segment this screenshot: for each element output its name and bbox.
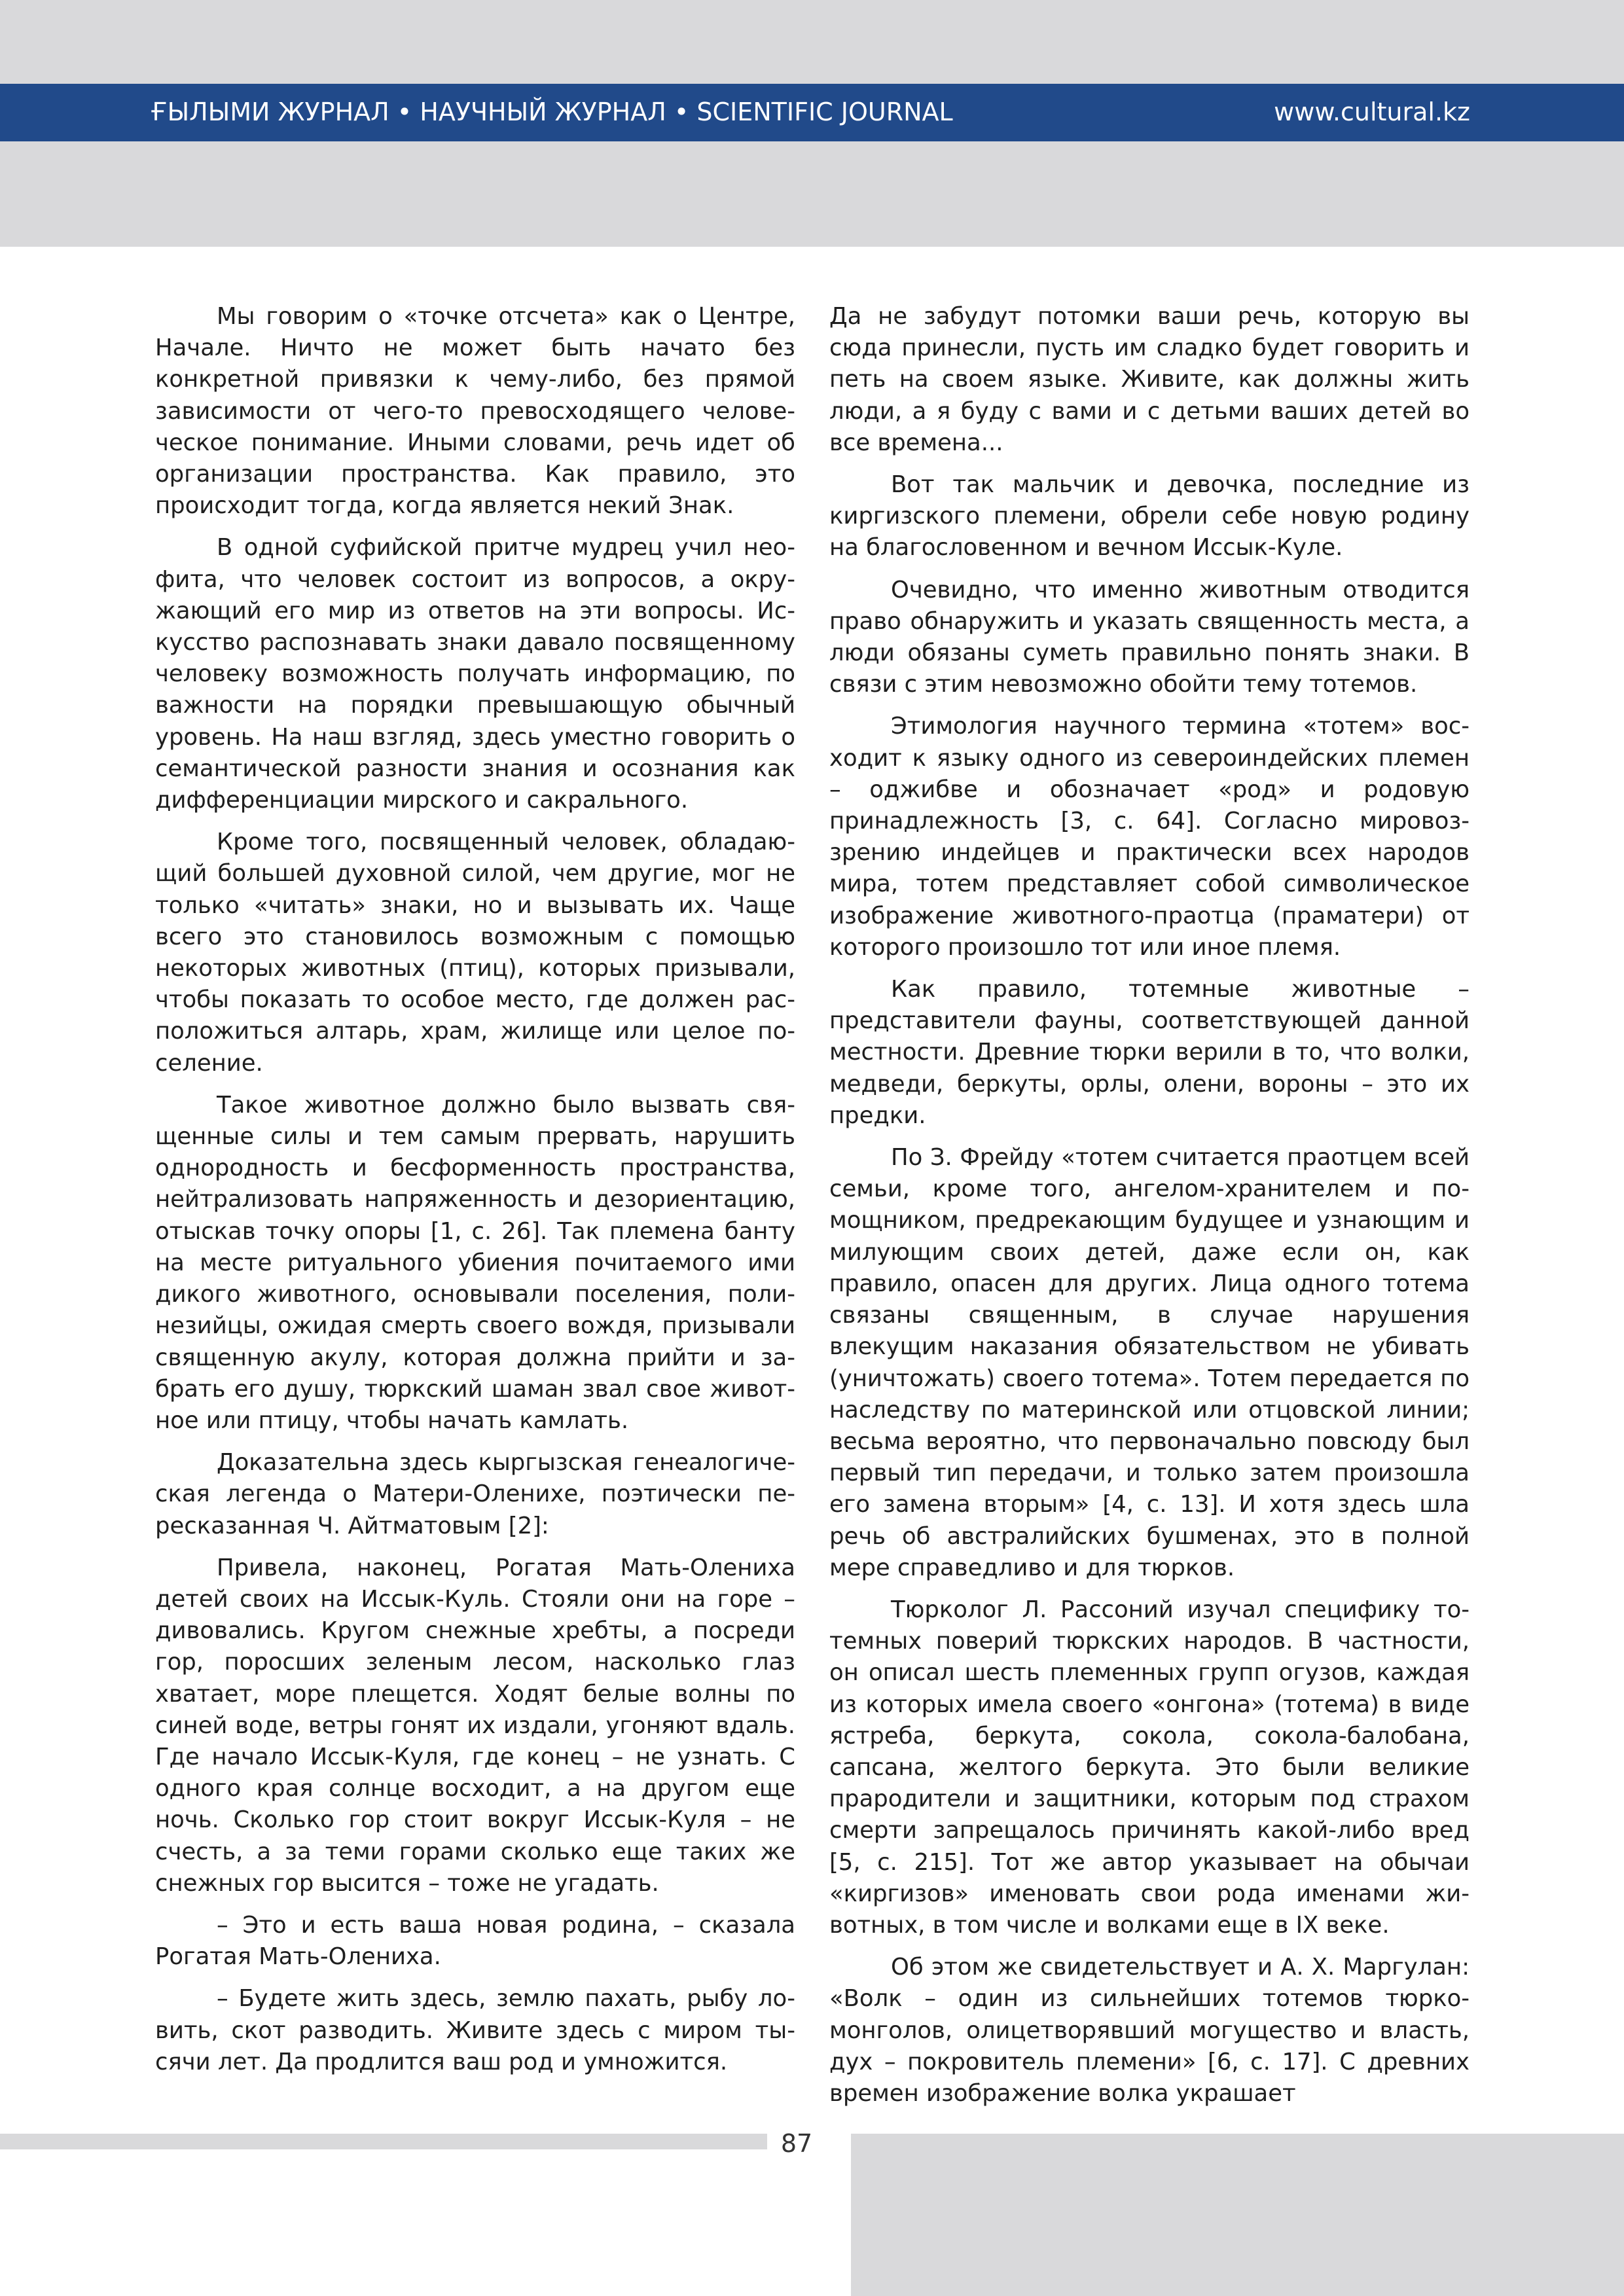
paragraph: Как правило, тотемные животные – представители фауны, соответствующей данной местности. Древние тюрки верили в то, что волки, медведи, беркуты, орлы, олени, вороны – это их предки. bbox=[829, 976, 1470, 1129]
legend-quote-paragraph: – Будете жить здесь, землю пахать, рыбу ловить, скот разводить. Живите здесь с миром тысячи лет. Да продлится ваш род и умножится. bbox=[155, 1985, 795, 2075]
footer-rule bbox=[0, 2134, 767, 2149]
paragraph: Вот так мальчик и девочка, последние из киргизского племени, обрели себе новую родину на благословенном и вечном Иссык-Куле. bbox=[829, 471, 1470, 562]
journal-title: ҒЫЛЫМИ ЖУРНАЛ • НАУЧНЫЙ ЖУРНАЛ • SCIENTIFIC JOURNAL bbox=[151, 98, 953, 126]
paragraph: Мы говорим о «точке отсчета» как о Центре, Начале. Ничто не может быть начато без конкретной привязки к чему-либо, без прямой зависимости от чего-то превосходящего человеческое понимание. Иными словами, речь идет об организации пространства. Как правило, это происходит тогда, когда является некий Знак. bbox=[155, 303, 795, 520]
paragraph: Доказательна здесь кыргызская генеалогическая легенда о Матери-Оленихе, поэтически пересказанная Ч. Айтматовым [2]: bbox=[155, 1449, 795, 1539]
journal-website-link[interactable]: www.cultural.kz bbox=[1274, 98, 1470, 126]
right-text-column bbox=[829, 301, 1470, 2120]
paragraph: Этимология научного термина «тотем» восходит к языку одного из североиндейских племен – оджибве и обозначает «род» и родовую принадлежность [3, с. 64]. Согласно мировоззрению индейцев и практически всех народов мира, тотем представляет собой символическое изображение животного-праотца (праматери) от которого произошло тот или иное племя. bbox=[829, 713, 1470, 961]
legend-quote-paragraph: Привела, наконец, Рогатая Мать-Олениха детей своих на Иссык-Куль. Стояли они на горе – дивовались. Кругом снежные хребты, а посреди гор, поросших зеленым лесом, насколько глаз хватает, море плещется. Ходят белые волны по синей воде, ветры гонят их издали, угоняют вдаль. Где начало Иссык-Куля, где конец – не узнать. С одного края солнце восходит, а на другом еще ночь. Сколько гор стоит вокруг Иссык-Куля – не счесть, а за теми горами сколько еще таких же снежных гор высится – тоже не угадать. bbox=[155, 1554, 795, 1897]
paragraph: Кроме того, посвященный человек, обладающий большей духовной силой, чем другие, мог не только «читать» знаки, но и вызывать их. Чаще всего это становилось возможным с помощью некоторых животных (птиц), которых призывали, чтобы показать то особое место, где должен расположиться алтарь, храм, жилище или целое поселение. bbox=[155, 829, 795, 1077]
legend-quote-continuation: Да не забудут потомки ваши речь, которую вы сюда принесли, пусть им сладко будет говорить и петь на своем языке. Живите, как должны жить люди, а я буду с вами и с детьми ваших детей во все времена... bbox=[829, 303, 1470, 456]
page-number: 87 bbox=[780, 2129, 813, 2158]
paragraph: Очевидно, что именно животным отводится право обнаружить и указать священность места, а люди обязаны суметь правильно понять знаки. В связи с этим невозможно обойти тему тотемов. bbox=[829, 576, 1470, 698]
paragraph: Такое животное должно было вызвать священные силы и тем самым прервать, нарушить однородность и бесформенность пространства, нейтрализовать напряженность и дезориентацию, отыскав точку опоры [1, с. 26]. Так племена банту на месте ритуального убиения почитаемого ими дикого животного, основывали поселения, полинезийцы, ожидая смерть своего вождя, призывали священную акулу, которая должна прийти и забрать его душу, тюркский шаман звал свое животное или птицу, чтобы начать камлать. bbox=[155, 1091, 795, 1434]
paragraph: Тюрколог Л. Рассоний изучал специфику тотемных поверий тюркских народов. В частности, он описал шесть племенных групп огузов, каждая из которых имела своего «онгона» (тотема) в виде ястреба, беркута, сокола, сокола-балобана, сапсана, желтого беркута. Это были великие прародители и защитники, которым под страхом смерти запрещалось причинять какой-либо вред [5, с. 215]. Тот же автор указывает на обычаи «киргизов» именовать свои рода именами животных, в том числе и волками еще в IX веке. bbox=[829, 1596, 1470, 1939]
paragraph: По З. Фрейду «тотем считается праотцем всей семьи, кроме того, ангелом-хранителем и помощником, предрекающим будущее и узнающим и милующим своих детей, даже если он, как правило, опасен для других. Лица одного тотема связаны священным, в случае нарушения влекущим наказания обязательством не убивать (уничтожать) своего тотема». Тотем передается по наследству по материнской или отцовской линии; весьма вероятно, что первоначально повсюду был первый тип передачи, и только затем произошла его замена вторым» [4, с. 13]. И хотя здесь шла речь об австралийских бушменах, это в полной мере справедливо и для тюрков. bbox=[829, 1144, 1470, 1581]
footer-gray-block bbox=[851, 2134, 1624, 2296]
paragraph: Об этом же свидетельствует и А. Х. Маргулан: «Волк – один из сильнейших тотемов тюрко-монголов, олицетворявший могущество и власть, дух – покровитель племени» [6, с. 17]. С древних времен изображение волка украшает bbox=[829, 1954, 1470, 2107]
paragraph: В одной суфийской притче мудрец учил неофита, что человек состоит из вопросов, а окружающий его мир из ответов на эти вопросы. Искусство распознавать знаки давало посвященному человеку возможность получать информацию, по важности на порядки превышающую обычный уровень. На наш взгляд, здесь уместно говорить о семантической разности знания и осознания как дифференциации мирского и сакрального. bbox=[155, 534, 795, 814]
left-text-column bbox=[155, 301, 795, 2089]
legend-quote-paragraph: – Это и есть ваша новая родина, – сказала Рогатая Мать-Олениха. bbox=[155, 1911, 795, 1971]
